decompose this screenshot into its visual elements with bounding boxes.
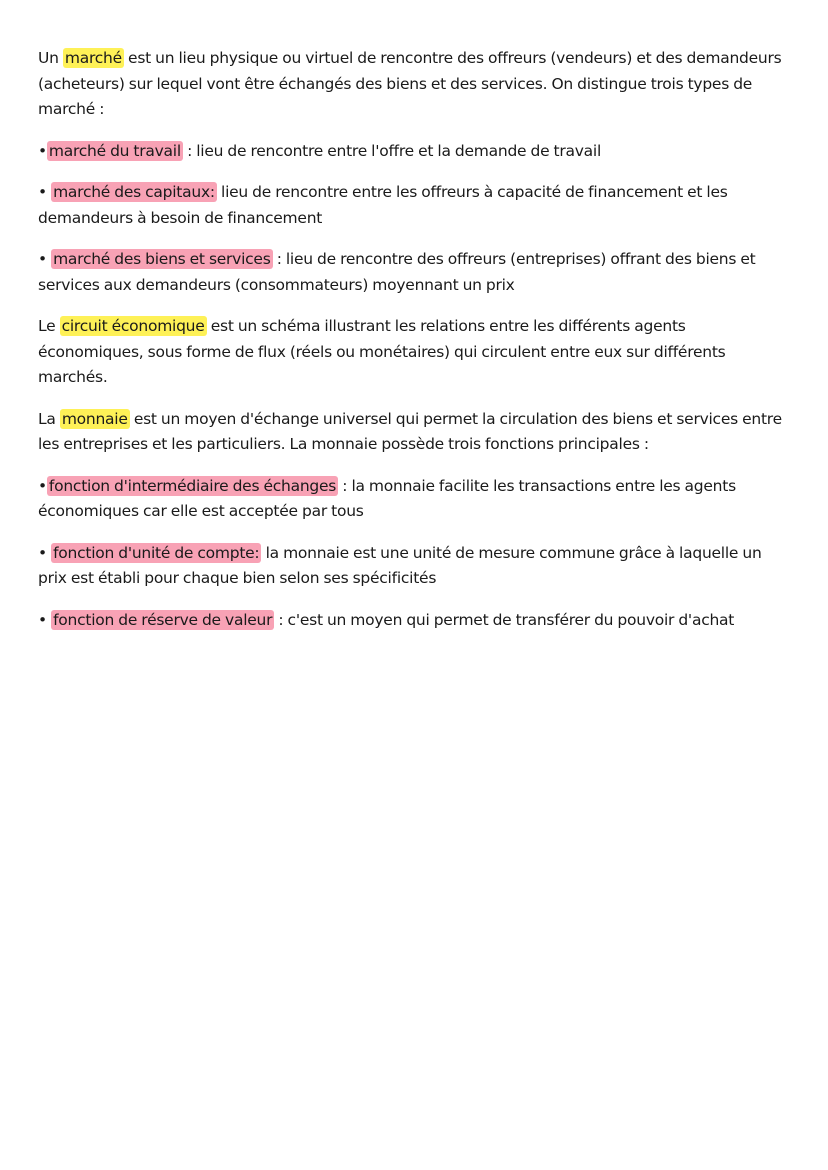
bullet-marker: • [38,610,52,629]
bullet-marker: • [38,183,52,201]
paragraph-text: La [38,409,60,428]
paragraph-text: est un schéma illustrant les relations entre les différents agents économiques, sous forme de flux (réels ou monétaires) qui circulent entre eux sur différents marchés. [38,317,726,386]
paragraph-text: est un lieu physique ou virtuel de rencontre des offreurs (vendeurs) et des demandeurs (acheteurs) sur lequel vont être échangés des biens et des services. On distingue trois types de marché : [38,49,782,118]
paragraph-monnaie [38,407,793,458]
bullet-marche-du-travail [38,139,793,165]
highlighted-term-fonction-unite-de-compte: fonction d'unité de compte: [53,543,260,562]
paragraph-circuit-economique [38,314,793,391]
bullet-text: lieu de rencontre entre les offreurs à capacité de financement et les demandeurs à besoin de financement [38,183,728,227]
bullet-text: : lieu de rencontre des offreurs (entreprises) offrant des biens et services aux demandeurs (consommateurs) moyennant un prix [38,250,756,294]
bullet-fonction-intermediaire [38,474,793,525]
bullet-text: la monnaie est une unité de mesure commune grâce à laquelle un prix est établi pour chaque bien selon ses spécificités [38,543,762,587]
bullet-fonction-reserve-de-valeur [38,608,793,634]
bullet-marche-des-capitaux [38,180,793,231]
bullet-marker: • [38,141,47,160]
document-page [38,46,793,649]
paragraph-text: Un [38,49,63,67]
highlighted-term-marche-des-capitaux: marché des capitaux: [53,183,215,201]
bullet-marche-des-biens [38,247,793,298]
highlighted-term-fonction-reserve-de-valeur: fonction de réserve de valeur [53,610,273,629]
bullet-marker: • [38,250,52,268]
bullet-fonction-unite-de-compte [38,541,793,592]
highlighted-term-fonction-intermediaire: fonction d'intermédiaire des échanges [48,476,337,495]
bullet-text: : c'est un moyen qui permet de transférer du pouvoir d'achat [274,610,735,629]
highlighted-term-circuit-economique: circuit économique [61,317,205,335]
paragraph-text: Le [38,317,60,335]
bullet-marker: • [38,543,52,562]
bullet-text: : lieu de rencontre entre l'offre et la demande de travail [182,141,602,160]
paragraph-text: est un moyen d'échange universel qui permet la circulation des biens et services entre les entreprises et les particuliers. La monnaie possède trois fonctions principales : [38,409,782,453]
highlighted-term-monnaie: monnaie [61,409,128,428]
bullet-marker: • [38,476,47,495]
highlighted-term-marche-du-travail: marché du travail [48,141,181,160]
paragraph-marche [38,46,793,123]
highlighted-term-marche-des-biens-et-services: marché des biens et services [53,250,271,268]
highlighted-term-marche: marché [64,49,122,67]
bullet-text: : la monnaie facilite les transactions entre les agents économiques car elle est acceptée par tous [38,476,736,520]
